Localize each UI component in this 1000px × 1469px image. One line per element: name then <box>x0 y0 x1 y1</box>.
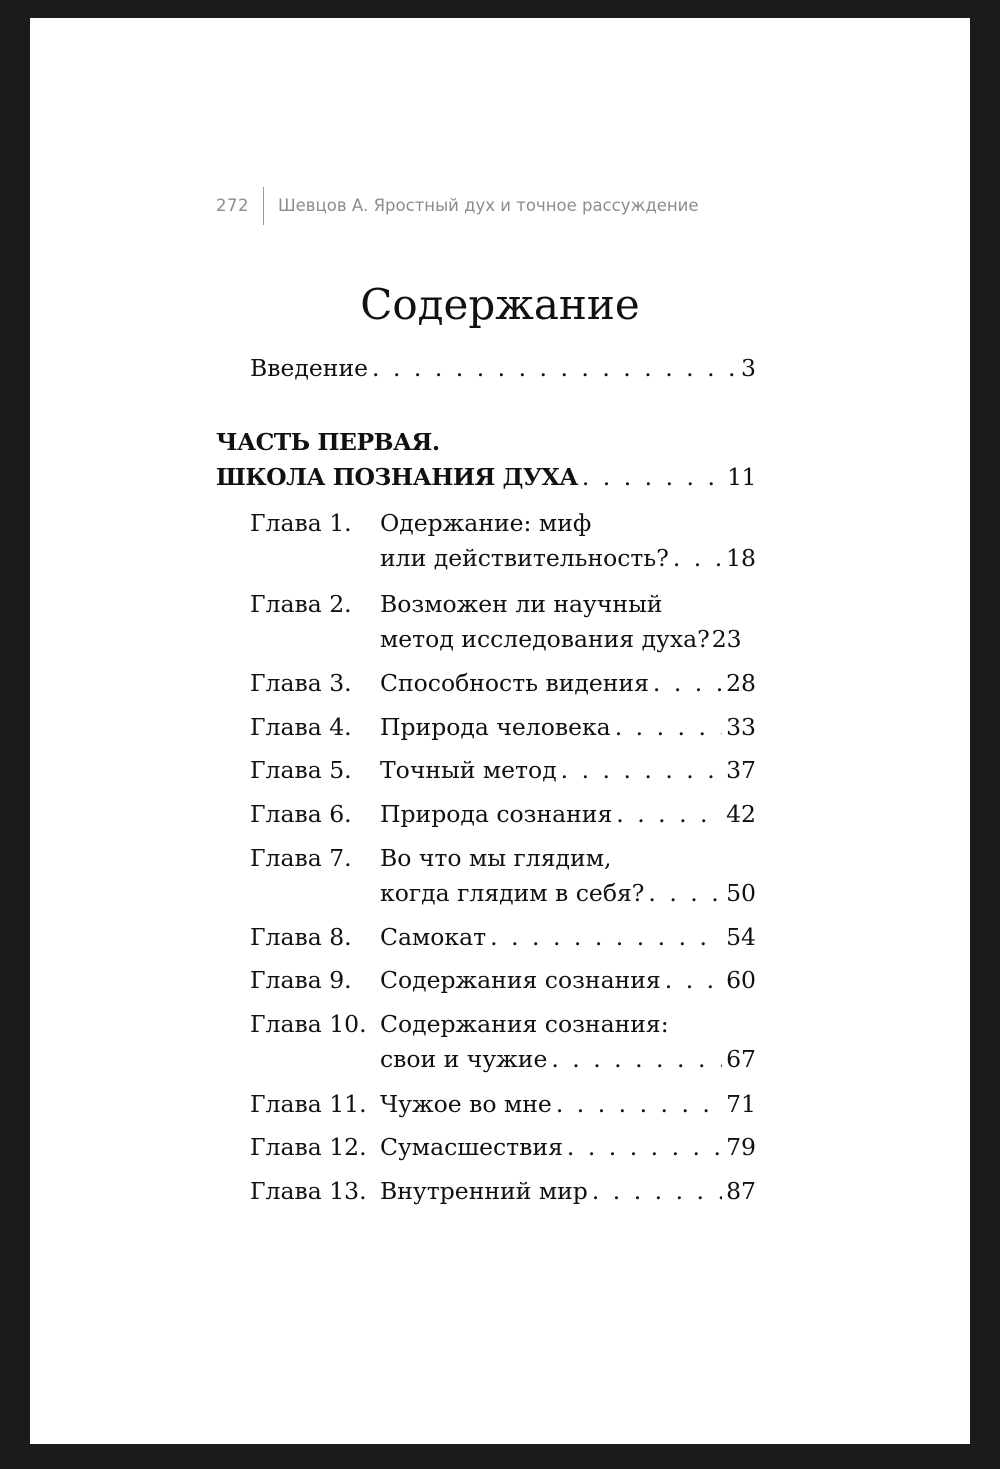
chapter-title-line2: когда глядим в себя? <box>380 879 645 907</box>
toc-entry-chapter-8 <box>380 922 756 952</box>
toc-page-number: 54 <box>726 923 756 951</box>
dot-leader <box>615 712 722 742</box>
chapter-title-line2: или действительность? <box>380 544 669 572</box>
dot-leader <box>673 543 722 573</box>
toc-entry-chapter-10 <box>380 1044 756 1074</box>
chapter-label: Глава 2. <box>250 590 352 618</box>
dot-leader <box>665 965 722 995</box>
chapter-label: Глава 10. <box>250 1010 367 1038</box>
chapter-label: Глава 13. <box>250 1177 367 1205</box>
page-title: Содержание <box>360 280 640 329</box>
chapter-title-line1: Во что мы глядим, <box>380 844 612 872</box>
chapter-label: Глава 12. <box>250 1133 367 1161</box>
chapter-label: Глава 6. <box>250 800 352 828</box>
toc-entry-chapter-12 <box>380 1132 756 1162</box>
dot-leader <box>372 353 737 383</box>
toc-entry-chapter-2 <box>380 624 756 654</box>
toc-entry-chapter-13 <box>380 1176 756 1206</box>
toc-entry-chapter-3 <box>380 668 756 698</box>
chapter-title: Точный метод <box>380 756 557 784</box>
toc-page-number: 50 <box>726 879 756 907</box>
chapter-label: Глава 3. <box>250 669 352 697</box>
dot-leader <box>561 755 722 785</box>
chapter-title: Самокат <box>380 923 487 951</box>
book-page <box>30 18 970 1444</box>
toc-entry-chapter-1 <box>380 543 756 573</box>
toc-page-number: 23 <box>711 625 742 653</box>
header-divider <box>263 187 264 225</box>
chapter-label: Глава 4. <box>250 713 352 741</box>
chapter-title: Природа сознания <box>380 800 613 828</box>
chapter-title-line1: Возможен ли научный <box>380 590 663 618</box>
page-number: 272 <box>216 195 249 215</box>
chapter-title: Чужое во мне <box>380 1090 552 1118</box>
dot-leader <box>653 668 722 698</box>
chapter-title: Содержания сознания <box>380 966 661 994</box>
dot-leader <box>556 1089 722 1119</box>
chapter-label: Глава 1. <box>250 509 352 537</box>
toc-page-number: 79 <box>726 1133 756 1161</box>
part-heading-line1: ЧАСТЬ ПЕРВАЯ. <box>216 428 440 456</box>
chapter-label: Глава 8. <box>250 923 352 951</box>
toc-page-number: 87 <box>726 1177 756 1205</box>
running-header <box>216 190 699 220</box>
toc-entry-chapter-9 <box>380 965 756 995</box>
toc-entry-chapter-5 <box>380 755 756 785</box>
toc-entry-chapter-6 <box>380 799 756 829</box>
toc-page-number: 60 <box>726 966 756 994</box>
toc-page-number: 33 <box>726 713 756 741</box>
toc-page-number: 18 <box>726 544 756 572</box>
chapter-title-line1: Одержание: миф <box>380 509 592 537</box>
toc-page-number: 71 <box>726 1090 756 1118</box>
toc-page-number: 37 <box>726 756 756 784</box>
toc-entry-chapter-4 <box>380 712 756 742</box>
chapter-title: Способность видения <box>380 669 649 697</box>
chapter-title-line2: метод исследования духа? <box>380 625 710 653</box>
dot-leader <box>582 462 723 492</box>
chapter-title: Внутренний мир <box>380 1177 588 1205</box>
toc-entry-chapter-11 <box>380 1089 756 1119</box>
dot-leader <box>551 1044 722 1074</box>
toc-entry-part1 <box>216 462 756 492</box>
chapter-title-line2: свои и чужие <box>380 1045 548 1073</box>
chapter-title: Сумасшествия <box>380 1133 563 1161</box>
toc-page-number: 67 <box>726 1045 756 1073</box>
chapter-label: Глава 11. <box>250 1090 367 1118</box>
chapter-title: Природа человека <box>380 713 611 741</box>
running-title: Шевцов А. Яростный дух и точное рассуждение <box>278 195 699 215</box>
chapter-label: Глава 5. <box>250 756 352 784</box>
toc-entry-title: Введение <box>250 354 369 382</box>
toc-page-number: 28 <box>726 669 756 697</box>
dot-leader <box>567 1132 722 1162</box>
chapter-label: Глава 9. <box>250 966 352 994</box>
toc-page-number: 11 <box>727 463 756 491</box>
part-heading-line2: ШКОЛА ПОЗНАНИЯ ДУХА <box>216 463 578 491</box>
toc-page-number: 3 <box>741 354 756 382</box>
dot-leader <box>592 1176 722 1206</box>
dot-leader <box>616 799 722 829</box>
toc-entry-intro <box>250 353 756 383</box>
toc-entry-chapter-7 <box>380 878 756 908</box>
dot-leader <box>490 922 722 952</box>
chapter-title-line1: Содержания сознания: <box>380 1010 669 1038</box>
chapter-label: Глава 7. <box>250 844 352 872</box>
dot-leader <box>648 878 722 908</box>
toc-page-number: 42 <box>726 800 756 828</box>
